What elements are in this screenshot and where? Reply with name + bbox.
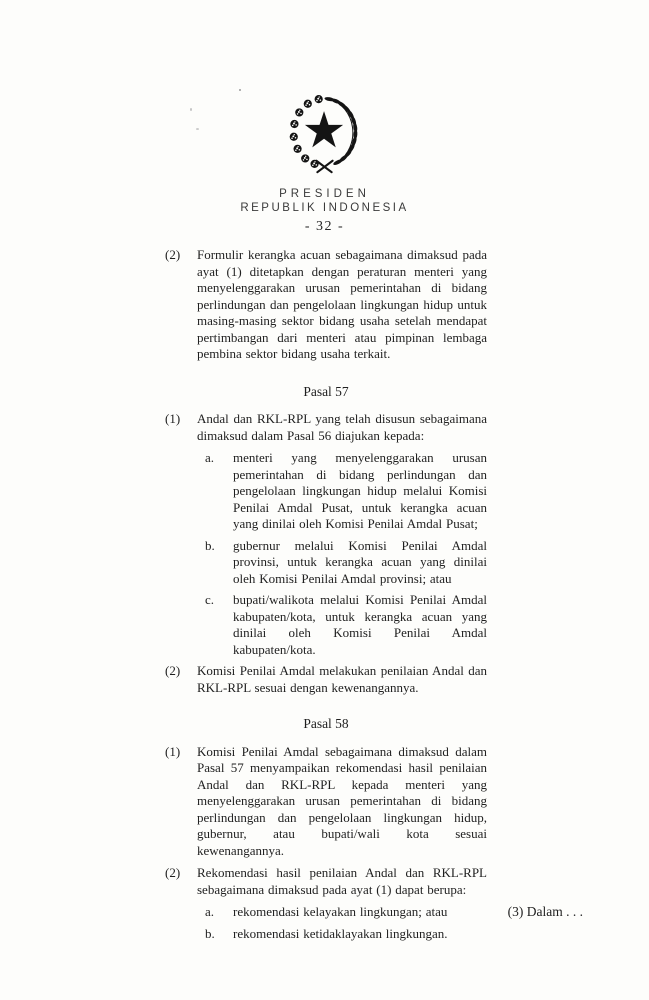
- document-body: [165, 247, 487, 947]
- clause-number: (1): [165, 743, 181, 759]
- list-item-a: [205, 450, 487, 533]
- list-text: menteri yang menyelenggarakan urusan pemerintahan di bidang perlindungan dan pengelolaan lingkungan hidup melalui Komisi Penilai Amdal Pusat, untuk kerangka acuan yang dinilai oleh Komisi Penilai Amdal Pusat;: [233, 450, 487, 531]
- clause-pasal56-ayat2: [165, 247, 487, 363]
- clause-number: (2): [165, 247, 181, 262]
- pasal-58-heading: Pasal 58: [303, 716, 349, 731]
- clause-text: Andal dan RKL-RPL yang telah disusun sebagaimana dimaksud dalam Pasal 56 diajukan kepada:: [197, 411, 487, 443]
- list-letter: a.: [205, 450, 215, 465]
- clause-text: Komisi Penilai Amdal melakukan penilaian Andal dan RKL-RPL sesuai dengan kewenangannya.: [197, 663, 487, 695]
- list-item-b: [205, 926, 487, 943]
- list-letter: b.: [205, 925, 215, 941]
- list-text: bupati/walikota melalui Komisi Penilai Amdal kabupaten/kota, untuk kerangka acuan yang dinilai oleh Komisi Penilai Amdal kabupaten/kota.: [233, 592, 487, 657]
- list-item-c: [205, 592, 487, 658]
- list-letter: a.: [205, 904, 215, 919]
- clause-pasal57-ayat1: [165, 411, 487, 444]
- letterhead-line1: PRESIDEN: [279, 188, 370, 200]
- clause-text: Rekomendasi hasil penilaian Andal dan RKL-RPL sebagaimana dimaksud pada ayat (1) dapat berupa:: [197, 865, 487, 897]
- letterhead: [0, 0, 649, 235]
- clause-pasal58-ayat2: [165, 865, 487, 898]
- catchword: (3) Dalam . . .: [507, 904, 583, 919]
- list-text: rekomendasi ketidaklayakan lingkungan.: [233, 925, 448, 941]
- list-item-b: [205, 538, 487, 588]
- clause-number: (1): [165, 411, 181, 426]
- letterhead-line2: REPUBLIK INDONESIA: [240, 202, 409, 214]
- pasal-57-heading: Pasal 57: [303, 383, 349, 399]
- list-text: gubernur melalui Komisi Penilai Amdal provinsi, untuk kerangka acuan yang dinilai oleh Komisi Penilai Amdal provinsi; atau: [233, 537, 487, 586]
- clause-number: (2): [165, 663, 181, 678]
- clause-number: (2): [165, 865, 181, 880]
- list-letter: c.: [205, 592, 215, 607]
- list-text: rekomendasi kelayakan lingkungan; atau: [233, 904, 448, 919]
- clause-text: Formulir kerangka acuan sebagaimana dimaksud pada ayat (1) ditetapkan dengan peraturan menteri yang menyelenggarakan urusan pemerintahan di bidang perlindungan dan pengelolaan lingkungan hidup untuk masing-masing sektor bidang usaha setelah mendapat pertimbangan dari menteri atau pimpinan lembaga pembina sektor bidang usaha terkait.: [197, 247, 487, 361]
- clause-pasal57-ayat2: [165, 663, 487, 696]
- list-letter: b.: [205, 537, 215, 553]
- clause-pasal58-ayat1: [165, 744, 487, 860]
- clause-text: Komisi Penilai Amdal sebagaimana dimaksud dalam Pasal 57 menyampaikan rekomendasi hasil penilaian Andal dan RKL-RPL kepada menteri yang menyelenggarakan urusan pemerintahan di bidang perlindungan dan pengelolaan lingkungan hidup, gubernur, atau bupati/wali kota sesuai kewenangannya.: [197, 743, 487, 858]
- state-emblem-icon: [277, 92, 372, 176]
- page-number: - 32 -: [304, 219, 345, 234]
